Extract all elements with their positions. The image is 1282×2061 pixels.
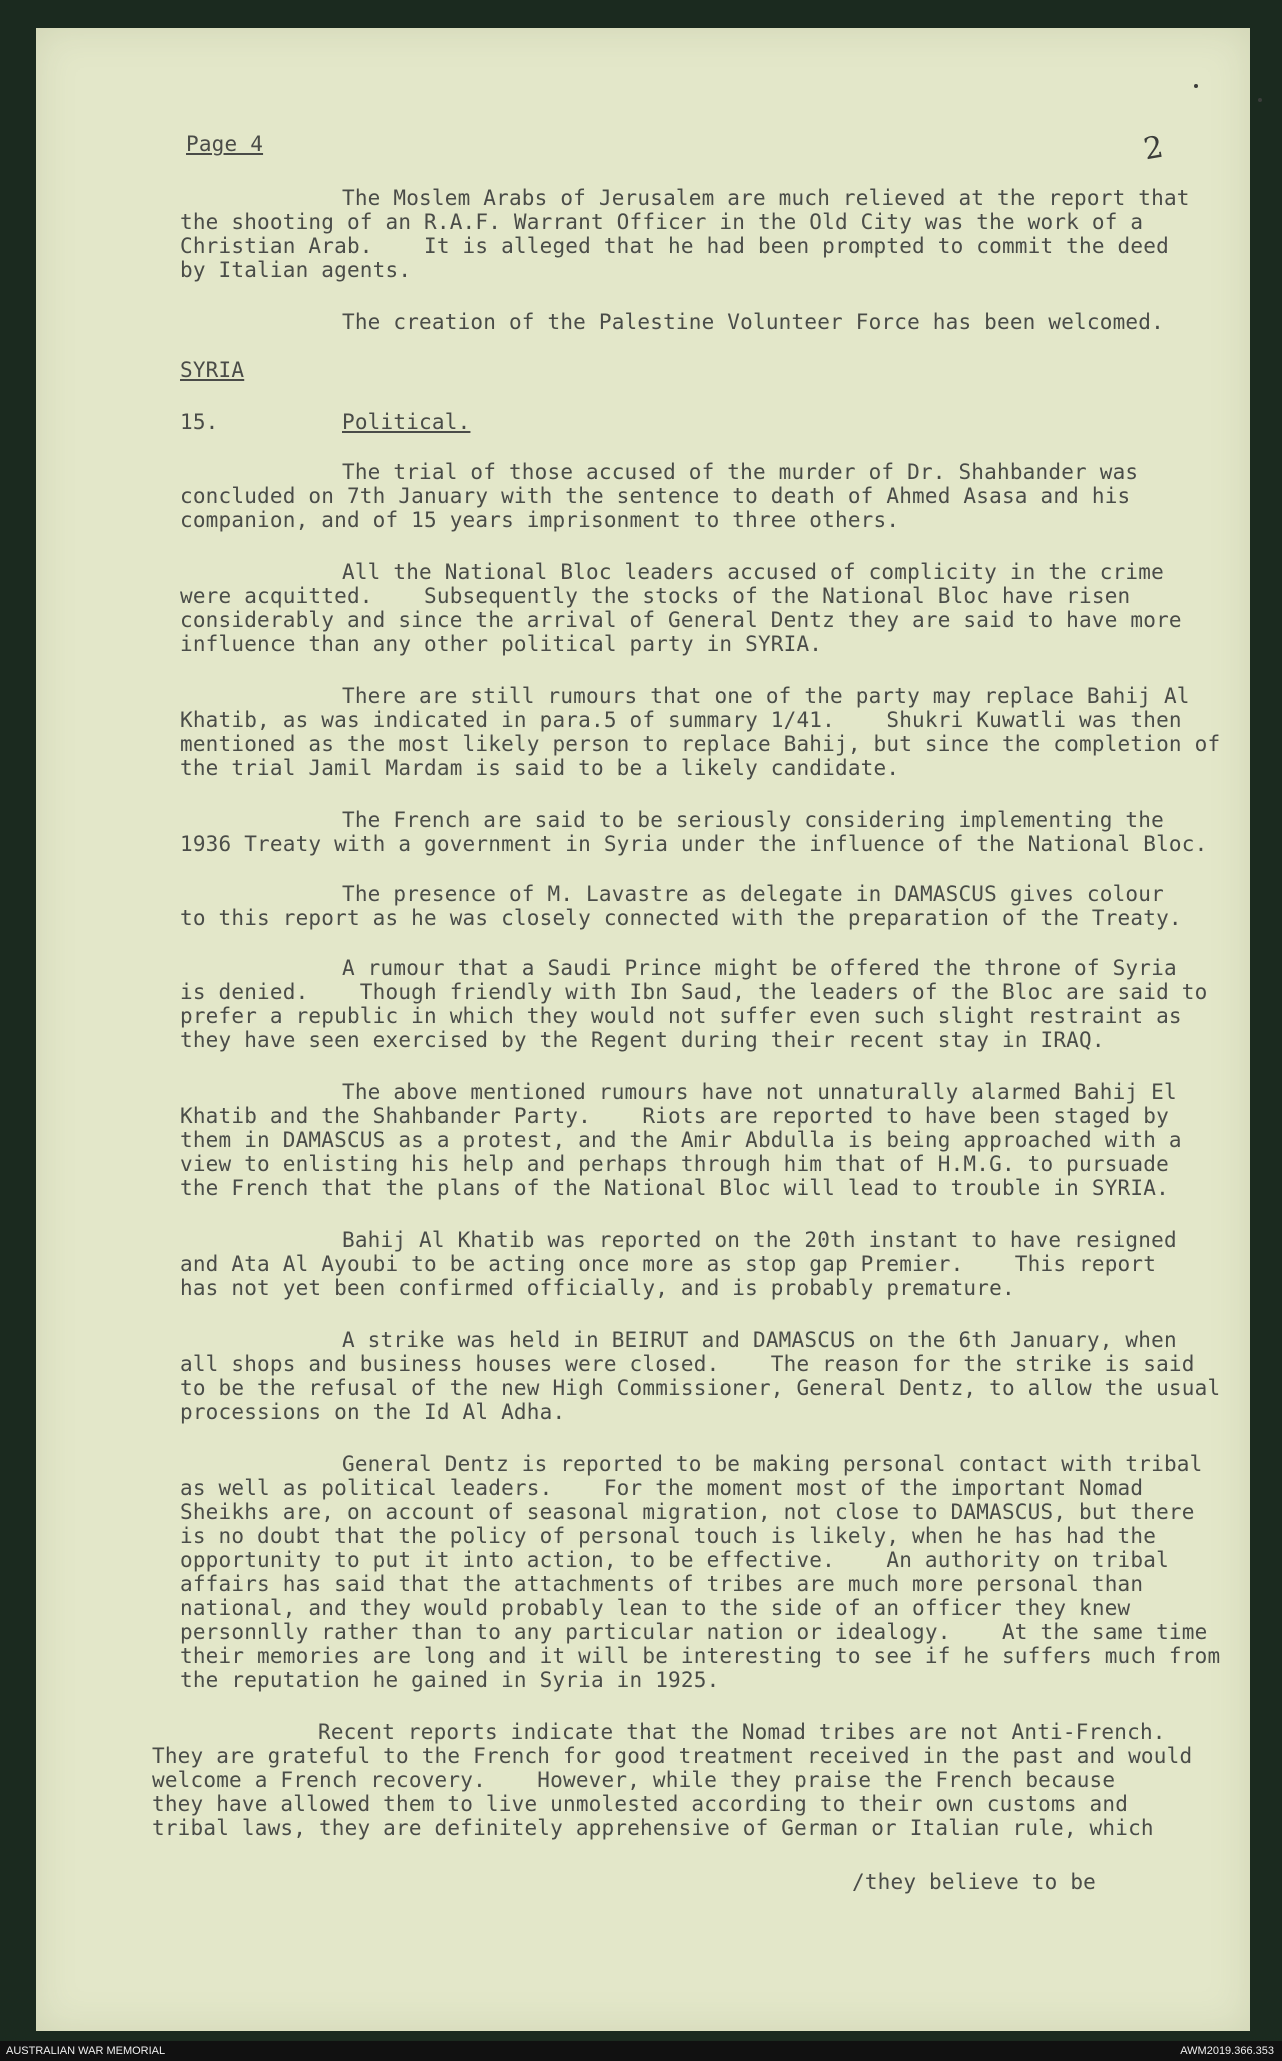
section-heading: SYRIA (180, 358, 245, 382)
text-line: their memories are long and it will be interesting to see if he suffers much from (180, 1644, 1221, 1668)
text-line: the reputation he gained in Syria in 1925. (180, 1668, 720, 1692)
text-line: 1936 Treaty with a government in Syria under the influence of the National Bloc. (180, 832, 1208, 856)
text-line: as well as political leaders. For the moment most of the important Nomad (180, 1476, 1144, 1500)
text-line: the shooting of an R.A.F. Warrant Officer in the Old City was the work of a (180, 210, 1144, 234)
text-line: were acquitted. Subsequently the stocks of the National Bloc have risen (180, 584, 1131, 608)
text-line: The Moslem Arabs of Jerusalem are much relieved at the report that (342, 186, 1190, 210)
text-line: by Italian agents. (180, 258, 412, 282)
text-line: to this report as he was closely connected with the preparation of the Treaty. (180, 906, 1182, 930)
text-line: they have seen exercised by the Regent during their recent stay in IRAQ. (180, 1028, 1105, 1052)
continuation-line: /they believe to be (852, 1870, 1097, 1894)
text-line: all shops and business houses were closed. The reason for the strike is said (180, 1352, 1195, 1376)
text-line: influence than any other political party in SYRIA. (180, 632, 823, 656)
text-line: Khatib, as was indicated in para.5 of summary 1/41. Shukri Kuwatli was then (180, 708, 1182, 732)
text-line: Khatib and the Shahbander Party. Riots are reported to have been staged by (180, 1104, 1169, 1128)
text-line: they have allowed them to live unmolested according to their own customs and (152, 1792, 1129, 1816)
text-line: The presence of M. Lavastre as delegate in DAMASCUS gives colour (342, 882, 1164, 906)
text-line: the trial Jamil Mardam is said to be a likely candidate. (180, 756, 900, 780)
document-page (36, 28, 1250, 2031)
text-line: the French that the plans of the National Bloc will lead to trouble in SYRIA. (180, 1176, 1169, 1200)
text-line: tribal laws, they are definitely apprehensive of German or Italian rule, which (152, 1816, 1154, 1840)
text-line: General Dentz is reported to be making personal contact with tribal (342, 1452, 1203, 1476)
text-line: Bahij Al Khatib was reported on the 20th instant to have resigned (342, 1228, 1177, 1252)
text-line: All the National Bloc leaders accused of complicity in the crime (342, 560, 1164, 584)
text-line: A strike was held in BEIRUT and DAMASCUS on the 6th January, when (342, 1328, 1177, 1352)
archive-name: AUSTRALIAN WAR MEMORIAL (6, 2045, 166, 2057)
archive-footer (0, 2041, 1282, 2061)
text-line: companion, and of 15 years imprisonment to three others. (180, 508, 900, 532)
text-line: concluded on 7th January with the sentence to death of Ahmed Asasa and his (180, 484, 1131, 508)
archive-reference: AWM2019.366.353 (1180, 2045, 1274, 2057)
document-body (36, 28, 1250, 2031)
text-line: is denied. Though friendly with Ibn Saud, the leaders of the Bloc are said to (180, 980, 1208, 1004)
text-line: They are grateful to the French for good treatment received in the past and would (152, 1744, 1193, 1768)
text-line: to be the refusal of the new High Commissioner, General Dentz, to allow the usual (180, 1376, 1221, 1400)
text-line: The above mentioned rumours have not unnaturally alarmed Bahij El (342, 1080, 1177, 1104)
text-line: The French are said to be seriously considering implementing the (342, 808, 1164, 832)
text-line: them in DAMASCUS as a protest, and the Amir Abdulla is being approached with a (180, 1128, 1182, 1152)
punch-hole-marks (1194, 84, 1198, 88)
text-line: opportunity to put it into action, to be effective. An authority on tribal (180, 1548, 1169, 1572)
text-line: processions on the Id Al Adha. (180, 1400, 566, 1424)
text-line: There are still rumours that one of the party may replace Bahij Al (342, 684, 1190, 708)
text-line: welcome a French recovery. However, while they praise the French because (152, 1768, 1116, 1792)
text-line: Recent reports indicate that the Nomad tribes are not Anti-French. (318, 1720, 1166, 1744)
text-line: considerably and since the arrival of General Dentz they are said to have more (180, 608, 1182, 632)
subsection-heading: Political. (342, 410, 471, 434)
text-line: mentioned as the most likely person to replace Bahij, but since the completion of (180, 732, 1221, 756)
text-line: is no doubt that the policy of personal touch is likely, when he has had the (180, 1524, 1157, 1548)
text-line: The creation of the Palestine Volunteer Force has been welcomed. (342, 310, 1164, 334)
handwritten-page-number: 2 (1141, 129, 1167, 168)
page-label: Page 4 (186, 132, 264, 156)
text-line: prefer a republic in which they would not suffer even such slight restraint as (180, 1004, 1182, 1028)
text-line: view to enlisting his help and perhaps through him that of H.M.G. to pursuade (180, 1152, 1169, 1176)
text-line: and Ata Al Ayoubi to be acting once more as stop gap Premier. This report (180, 1252, 1157, 1276)
text-line: national, and they would probably lean to the side of an officer they knew (180, 1596, 1131, 1620)
text-line: Sheikhs are, on account of seasonal migration, not close to DAMASCUS, but there (180, 1500, 1195, 1524)
paragraph-number: 15. (180, 410, 219, 434)
text-line: Christian Arab. It is alleged that he had been prompted to commit the deed (180, 234, 1169, 258)
text-line: The trial of those accused of the murder of Dr. Shahbander was (342, 460, 1139, 484)
text-line: A rumour that a Saudi Prince might be offered the throne of Syria (342, 956, 1177, 980)
text-line: personnlly rather than to any particular nation or idealogy. At the same time (180, 1620, 1208, 1644)
text-line: has not yet been confirmed officially, and is probably premature. (180, 1276, 1015, 1300)
text-line: affairs has said that the attachments of tribes are much more personal than (180, 1572, 1144, 1596)
